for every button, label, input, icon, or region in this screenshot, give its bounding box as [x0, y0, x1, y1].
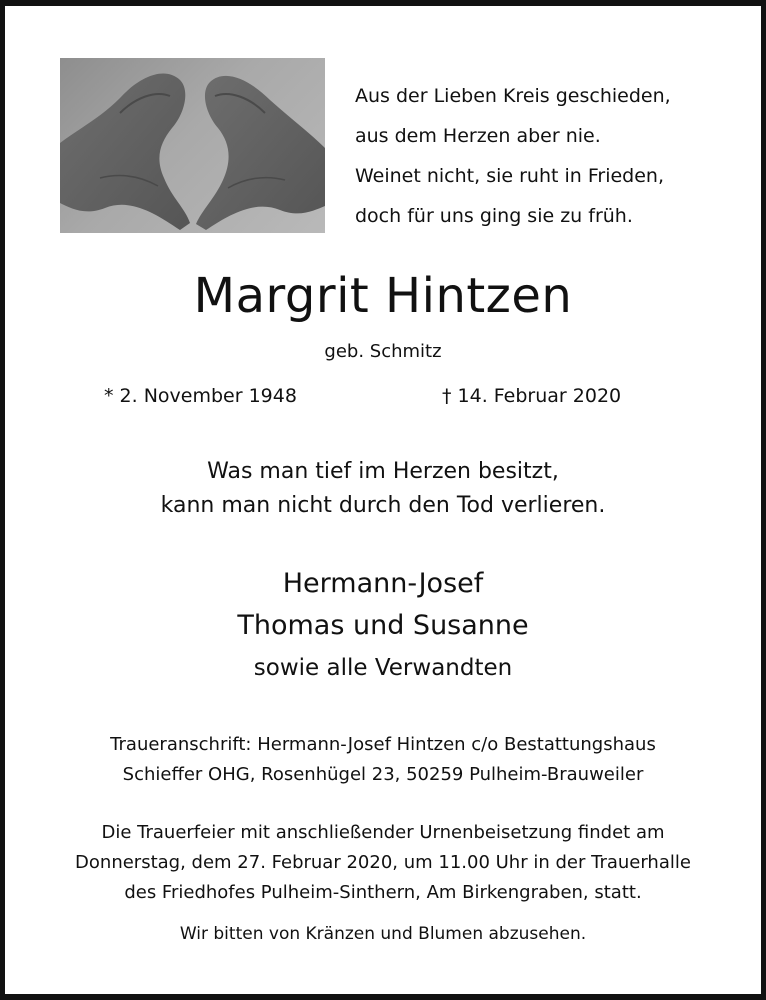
poem-line: Weinet nicht, sie ruht in Frieden, [355, 165, 665, 187]
ceremony-line: Donnerstag, dem 27. Februar 2020, um 11.00 Uhr in der Trauerhalle [75, 852, 691, 873]
poem-line: aus dem Herzen aber nie. [355, 125, 601, 147]
ceremony-line: Die Trauerfeier mit anschließender Urnenbeisetzung findet am [101, 822, 665, 843]
poem-line: Aus der Lieben Kreis geschieden, [355, 85, 671, 107]
maiden-name: geb. Schmitz [324, 341, 442, 362]
address-line: Schieffer OHG, Rosenhügel 23, 50259 Pulheim-Brauweiler [122, 764, 644, 785]
heart-hands-photo [60, 58, 325, 233]
birth-date: * 2. November 1948 [104, 385, 297, 407]
mourner-line: Hermann-Josef [282, 568, 484, 599]
ceremony-line: des Friedhofes Pulheim-Sinthern, Am Birkengraben, statt. [124, 882, 642, 903]
ceremony-info [0, 818, 766, 908]
quote-line: kann man nicht durch den Tod verlieren. [160, 493, 606, 518]
heart-hands-icon [60, 58, 325, 233]
poem-line: doch für uns ging sie zu früh. [355, 205, 633, 227]
mourner-line: Thomas und Susanne [237, 610, 529, 641]
deceased-name: Margrit Hintzen [193, 268, 573, 324]
mourner-line: sowie alle Verwandten [253, 655, 513, 681]
poem [355, 76, 715, 236]
quote [0, 455, 766, 523]
flowers-request: Wir bitten von Kränzen und Blumen abzusehen. [179, 924, 587, 944]
mourning-address [0, 730, 766, 790]
mourners [0, 563, 766, 689]
address-line: Traueranschrift: Hermann-Josef Hintzen c/o Bestattungshaus [110, 734, 656, 755]
death-date: † 14. Februar 2020 [442, 385, 622, 407]
quote-line: Was man tief im Herzen besitzt, [207, 459, 559, 484]
